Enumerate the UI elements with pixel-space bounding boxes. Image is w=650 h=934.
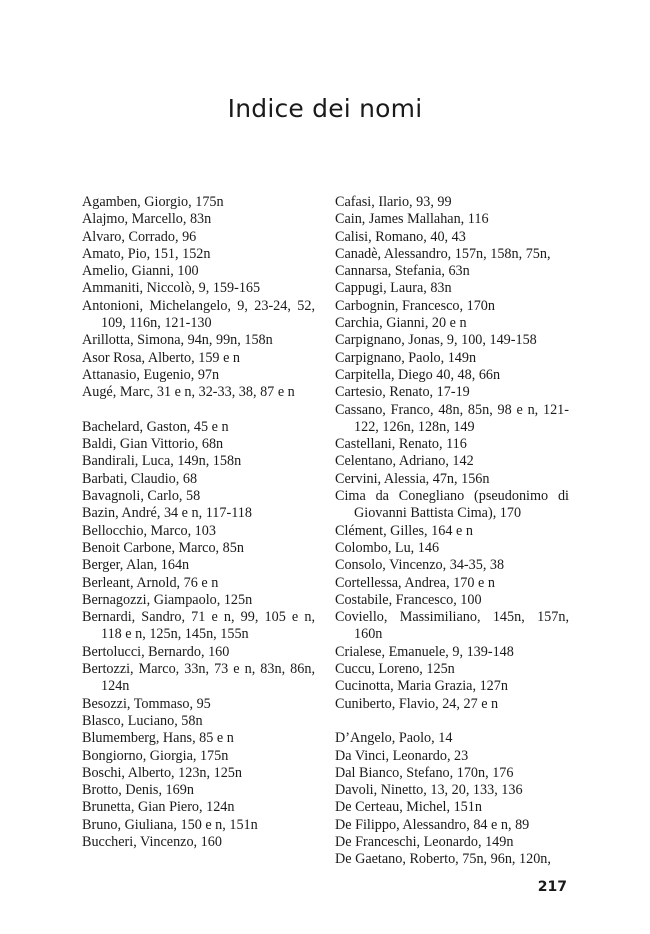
index-entry: Cucinotta, Maria Grazia, 127n [335,678,508,695]
index-entry: Bongiorno, Giorgia, 175n [82,747,229,764]
index-entry: De Franceschi, Leonardo, 149n [335,833,514,850]
index-entry: Coviello, Massimiliano, 145n, 157n, 160n [335,609,569,643]
index-entry: Celentano, Adriano, 142 [335,453,474,470]
index-entry: Cervini, Alessia, 47n, 156n [335,470,490,487]
index-entry: Davoli, Ninetto, 13, 20, 133, 136 [335,782,523,799]
index-entry: Bruno, Giuliana, 150 e n, 151n [82,816,258,833]
index-entry: Cima da Conegliano (pseudonimo di Giovanni Battista Cima), 170 [335,488,569,522]
index-entry: Baldi, Gian Vittorio, 68n [82,436,224,453]
index-entry: De Certeau, Michel, 151n [335,799,482,816]
index-entry: Dal Bianco, Stefano, 170n, 176 [335,764,514,781]
page-title: Indice dei nomi [227,94,423,123]
index-entry: Benoit Carbone, Marco, 85n [82,539,244,556]
index-entry: Arillotta, Simona, 94n, 99n, 158n [82,332,273,349]
index-entry: Cassano, Franco, 48n, 85n, 98 e n, 121-122, 126n, 128n, 149 [335,401,569,435]
index-entry: Bachelard, Gaston, 45 e n [82,418,229,435]
index-entry: Canadè, Alessandro, 157n, 158n, 75n, [335,245,551,262]
index-entry: Agamben, Giorgio, 175n [82,194,224,210]
index-entry: Bazin, André, 34 e n, 117-118 [82,505,252,522]
index-entry: Berger, Alan, 164n [82,557,190,574]
index-column-left [82,194,315,851]
index-entry: Barbati, Claudio, 68 [82,470,198,487]
index-entry: Buccheri, Vincenzo, 160 [82,833,222,850]
index-entry: Bernardi, Sandro, 71 e n, 99, 105 e n, 118 e n, 125n, 145n, 155n [82,609,315,643]
index-entry: Cuniberto, Flavio, 24, 27 e n [335,695,499,712]
index-entry: Antonioni, Michelangelo, 9, 23-24, 52, 109, 116n, 121-130 [82,297,315,332]
index-entry: Carpitella, Diego 40, 48, 66n [335,366,501,383]
index-entry: Asor Rosa, Alberto, 159 e n [82,349,241,366]
index-entry: Castellani, Renato, 116 [335,436,467,453]
index-entry: Cartesio, Renato, 17-19 [335,384,470,401]
index-entry: Blumemberg, Hans, 85 e n [82,730,234,747]
index-entry: Clément, Gilles, 164 e n [335,522,473,539]
index-entry: Amato, Pio, 151, 152n [82,245,211,262]
index-entry: Crialese, Emanuele, 9, 139-148 [335,643,514,660]
index-entry: Costabile, Francesco, 100 [335,591,482,608]
page-number: 217 [537,879,567,895]
index-entry: Carpignano, Jonas, 9, 100, 149-158 [335,332,537,349]
index-column-right [335,194,569,869]
index-entry: Bertozzi, Marco, 33n, 73 e n, 83n, 86n, 124n [82,661,315,695]
index-entry: Bellocchio, Marco, 103 [82,522,216,539]
index-entry: Augé, Marc, 31 e n, 32-33, 38, 87 e n [82,384,295,401]
index-entry: D’Angelo, Paolo, 14 [335,730,453,747]
index-entry: Attanasio, Eugenio, 97n [82,366,220,383]
index-entry: Berleant, Arnold, 76 e n [82,574,219,591]
index-entry: Blasco, Luciano, 58n [82,712,203,729]
index-entry: Boschi, Alberto, 123n, 125n [82,764,242,781]
index-entry: Brunetta, Gian Piero, 124n [82,799,235,816]
index-entry: Calisi, Romano, 40, 43 [335,228,466,245]
index-entry: Consolo, Vincenzo, 34-35, 38 [335,557,505,574]
index-entry: Bandirali, Luca, 149n, 158n [82,453,242,470]
letter-group-gap [335,713,569,730]
index-entry: Bernagozzi, Giampaolo, 125n [82,591,253,608]
index-entry: Bavagnoli, Carlo, 58 [82,488,201,505]
index-entry: Cain, James Mallahan, 116 [335,211,489,228]
index-entry: Amelio, Gianni, 100 [82,263,199,280]
index-entry: Alvaro, Corrado, 96 [82,228,197,245]
index-entry: Brotto, Denis, 169n [82,782,194,799]
index-entry: Cannarsa, Stefania, 63n [335,263,470,280]
index-entry: Ammaniti, Niccolò, 9, 159-165 [82,280,261,297]
index-entry: Besozzi, Tommaso, 95 [82,695,211,712]
index-entry: Bertolucci, Bernardo, 160 [82,643,230,660]
index-entry: Carbognin, Francesco, 170n [335,297,495,314]
index-entry: Da Vinci, Leonardo, 23 [335,747,469,764]
index-entry: Cappugi, Laura, 83n [335,280,452,297]
index-entry: Cafasi, Ilario, 93, 99 [335,194,452,210]
index-entry: De Filippo, Alessandro, 84 e n, 89 [335,816,530,833]
index-entry: De Gaetano, Roberto, 75n, 96n, 120n, [335,851,551,868]
index-entry: Carpignano, Paolo, 149n [335,349,477,366]
index-entry: Cortellessa, Andrea, 170 e n [335,574,495,591]
index-entry: Colombo, Lu, 146 [335,539,440,556]
index-entry: Alajmo, Marcello, 83n [82,211,212,228]
letter-group-gap [82,402,315,419]
index-entry: Cuccu, Loreno, 125n [335,661,455,678]
index-entry: Carchia, Gianni, 20 e n [335,315,467,332]
